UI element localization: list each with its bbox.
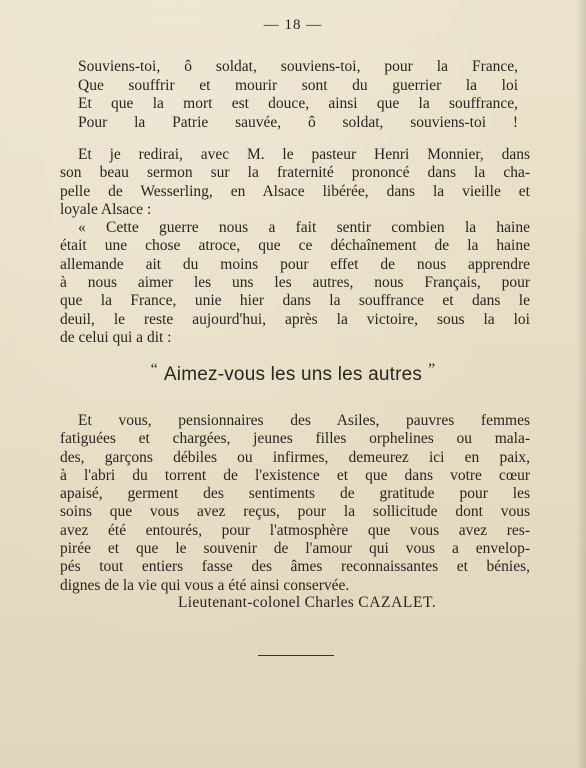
text-line: de celui qui a dit :	[60, 328, 172, 346]
text-line: pés tout entiers fasse des âmes reconnaissantes et bénies,	[60, 558, 530, 576]
signature	[178, 594, 436, 612]
text-line: dignes de la vie qui vous a été ainsi conservée.	[60, 576, 350, 594]
poem-line: Que souffrir et mourir sont du guerrier la loi	[78, 76, 518, 94]
text-line: loyale Alsace :	[60, 200, 152, 218]
signature-prefix: Lieutenant-colonel Charles	[178, 594, 355, 611]
poem-line: Et que la mort est douce, ainsi que la souffrance,	[78, 95, 518, 112]
text-line: deuil, le reste aujourd'hui, après la victoire, sous la loi	[60, 310, 530, 328]
text-line: apaisé, germent des sentiments de gratitude pour les	[60, 485, 530, 503]
page-number: — 18 —	[263, 17, 323, 33]
section-divider	[258, 655, 334, 656]
heading-close-quote: ”	[428, 361, 436, 378]
paragraph-pensionnaires	[60, 412, 530, 595]
text-line: fatiguées et chargées, jeunes filles orphelines ou mala-	[60, 430, 530, 448]
text-line: Et vous, pensionnaires des Asiles, pauvres femmes	[78, 412, 530, 429]
centered-heading	[0, 361, 586, 386]
signature-surname: CAZALET.	[358, 594, 437, 611]
text-line: avez été entourés, pour l'atmosphère que vous avez res-	[60, 521, 530, 539]
text-line: « Cette guerre nous a fait sentir combien la haine	[78, 219, 530, 237]
text-line: Et je redirai, avec M. le pasteur Henri Monnier, dans	[78, 146, 530, 163]
poem-stanza	[78, 58, 518, 132]
text-line: était une chose atroce, que ce déchaînement de la haine	[60, 237, 530, 255]
text-line: allemande ait du moins pour effet de nous apprendre	[60, 255, 530, 273]
heading-text: Aimez-vous les uns les autres	[163, 364, 423, 385]
text-line: à l'abri du torrent de l'existence et que dans votre cœur	[60, 466, 530, 484]
poem-line: Souviens-toi, ô soldat, souviens-toi, pour la France,	[78, 58, 518, 75]
text-line: pirée et que le souvenir de l'amour qui vous a envelop-	[60, 540, 530, 558]
text-line: des, garçons débiles ou infirmes, demeurez ici en paix,	[60, 448, 530, 466]
text-line: que la France, unie hier dans la souffrance et dans le	[60, 292, 530, 310]
poem-line: Pour la Patrie sauvée, ô soldat, souviens-toi !	[78, 113, 518, 131]
heading-open-quote: “	[150, 361, 158, 378]
text-line: son beau sermon sur la fraternité prononcé dans la cha-	[60, 164, 530, 182]
text-line: à nous aimer les uns les autres, nous Français, pour	[60, 274, 530, 292]
text-line: pelle de Wesserling, en Alsace libérée, dans la vieille et	[60, 182, 530, 200]
paragraph-monnier-quote	[60, 146, 530, 347]
text-line: soins que vous avez reçus, pour la sollicitude dont vous	[60, 503, 530, 521]
